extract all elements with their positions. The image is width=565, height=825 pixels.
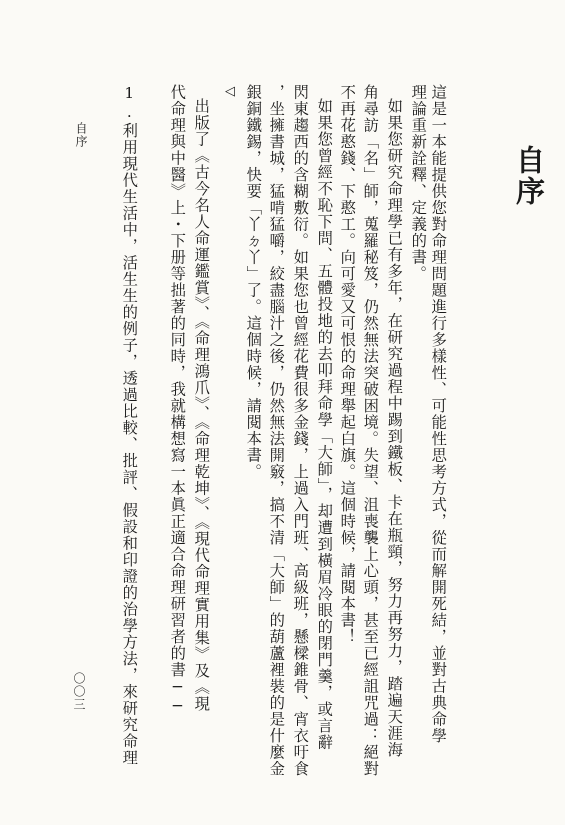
page-title: 自序 (512, 145, 546, 207)
paragraph-line: 出版了《古今名人命運鑑賞》、《命理鴻爪》、《命理乾坤》、《現代命理實用集》及《現 (192, 98, 211, 713)
page-number: 〇〇三 (72, 672, 86, 711)
running-head: 自序 (74, 122, 88, 148)
paragraph-line: 閃東趨西的含糊敷衍。如果您也曾經花費很多金錢，上過入門班、高級班，懸樑錐骨、宵衣吁食 (291, 84, 310, 777)
paragraph-line: 銀銅鐵錫，快要「丫ㄉ丫」了。這個時候，請閱本書。 (244, 84, 263, 480)
paragraph-line: 代命理與中醫》上・下册等拙著的同時，我就構想寫一本眞正適合命理研習者的書── (168, 84, 187, 717)
paragraph-line: 理論重新詮釋、定義的書。 (409, 84, 428, 282)
paragraph-line: 角尋訪「名」師，蒐羅秘笈，仍然無法突破困境。失望、沮喪襲上心頭，甚至已經詛咒過：絕對 (361, 84, 380, 777)
paragraph-line: 1.利用現代生活中，活生生的例子，透過比較、批評、假設和印證的治學方法，來研究命理 (120, 84, 139, 766)
section-marker: ◁ (225, 84, 235, 99)
paragraph-line: 如果您研究命理學已有多年，在研究過程中踢到鐵板、卡在瓶頸，努力再努力，踏遍天涯海 (385, 98, 404, 758)
paragraph-line: ，坐擁書城，猛啃猛嚼，絞盡腦汁之後，仍然無法開竅，搞不清「大師」的葫蘆裡裝的是什麼金 (267, 84, 286, 777)
paragraph-line: 不再花憨錢、下憨工。向可愛又可恨的命理舉起白旗。這個時候，請閱本書！ (338, 84, 357, 645)
paragraph-line: 如果您曾經不恥下問、五體投地的去叩拜命學「大師」，却遭到橫眉冷眼的閉門羹，或言辭 (315, 98, 334, 751)
paragraph-line: 這是一本能提供您對命理問題進行多樣性、可能性思考方式，從而解開死結，並對古典命學 (429, 84, 448, 744)
